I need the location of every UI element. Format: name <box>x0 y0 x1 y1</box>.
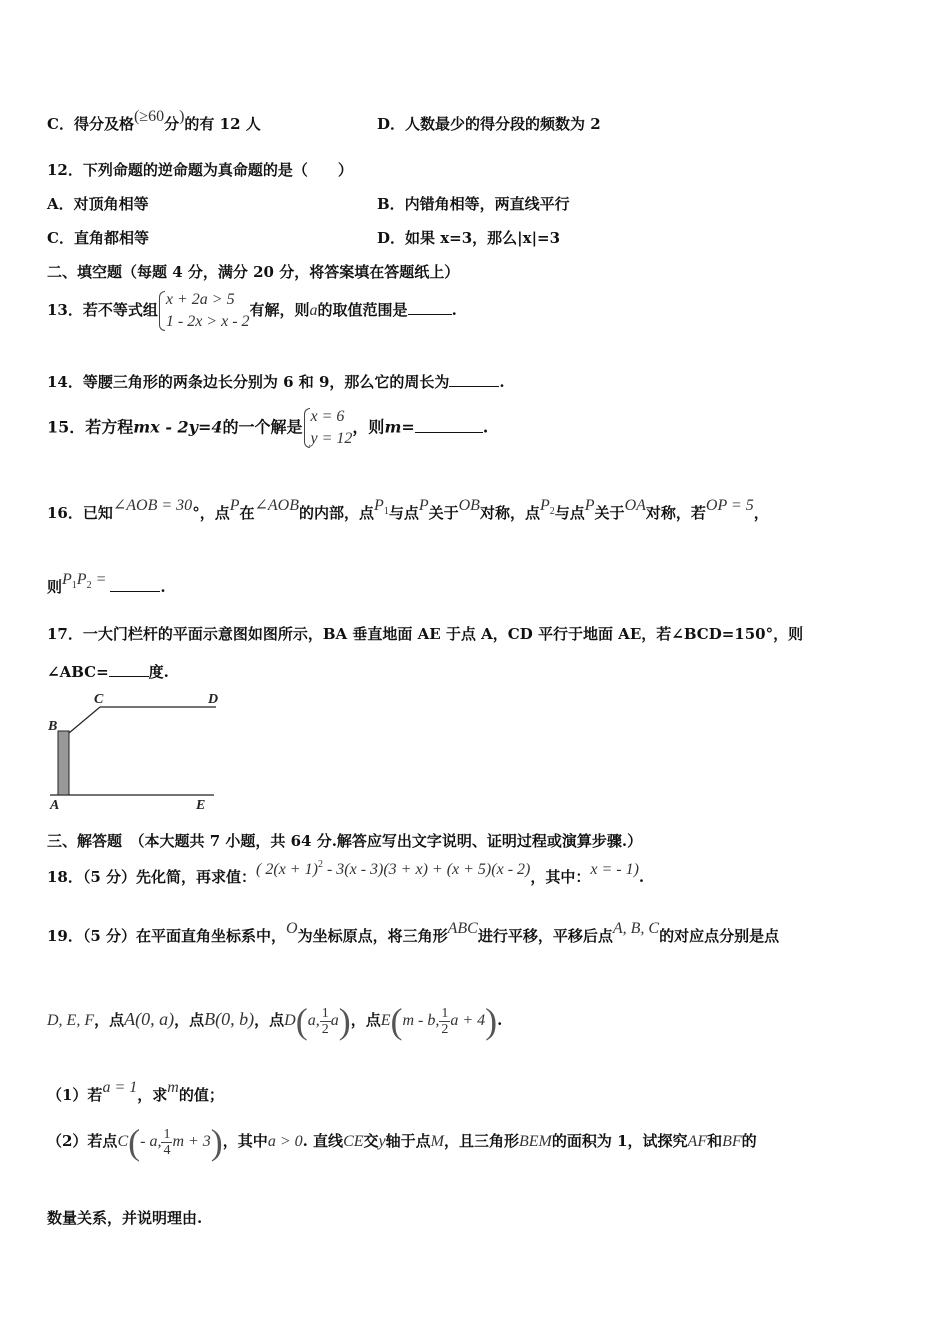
label-e: E <box>196 798 206 812</box>
q16-angle: ∠AOB = 30 <box>112 497 193 514</box>
q16-p5: 与点 <box>388 504 419 522</box>
q19-last-line: 数量关系，并说明理由. <box>47 1209 203 1227</box>
q18-expr-square: 2 <box>317 859 323 870</box>
q18-expr-a: ( 2(x + 1) <box>256 861 318 878</box>
q16-p5-b: 与点 <box>554 504 585 522</box>
q16-point-p1 <box>374 497 389 517</box>
q13-prefix: 13．若不等式组 <box>47 301 158 319</box>
q19-point-a: A(0, a) <box>124 1009 175 1029</box>
q12-stem: 12．下列命题的逆命题为真命题的是（ ） <box>47 161 353 179</box>
q19-origin: O <box>286 920 298 937</box>
q12-option-b: B．内错角相等，两直线平行 <box>377 195 570 213</box>
q19-line2 <box>47 1003 502 1039</box>
q19-line1 <box>47 920 780 947</box>
q19-p2b: ，其中 <box>222 1132 268 1150</box>
q16-p2-letter: P <box>539 497 550 514</box>
q12-option-c: C．直角都相等 <box>47 229 149 247</box>
q13-row2: 1 - 2x > x - 2 <box>165 313 250 330</box>
q13-row1: x + 2a > 5 <box>165 291 235 308</box>
q16-p8: 对称，若 <box>645 504 706 522</box>
q17-gate-diagram <box>44 688 224 812</box>
q11-option-c <box>47 108 261 135</box>
q19-c-lparen: ( <box>128 1122 141 1162</box>
q19-part2 <box>47 1124 757 1160</box>
q19-c-quarter-den: 4 <box>163 1142 171 1158</box>
q16-angle2: ∠AOB <box>254 497 300 514</box>
q19-p1b: ，求 <box>137 1086 168 1104</box>
q19-af: AF <box>687 1133 708 1150</box>
q18 <box>47 859 645 890</box>
q19-bem: BEM <box>519 1133 552 1150</box>
q11-c-unit: 分 <box>164 115 180 133</box>
q16-comma: ， <box>753 504 769 522</box>
q12-option-a: A．对顶角相等 <box>47 195 149 213</box>
q19-e-y: a + 4 <box>450 1012 486 1029</box>
q15-row1: x = 6 <box>310 408 345 425</box>
q16-p6-b: 关于 <box>594 504 625 522</box>
q19-e-half-den: 2 <box>441 1021 449 1037</box>
q16-p1p2-a: P <box>62 571 72 588</box>
q19-e-half <box>439 1006 450 1037</box>
q19-c-y: m + 3 <box>172 1133 211 1150</box>
q19-e-lparen: ( <box>390 1001 403 1041</box>
q19-p2f: ，且三角形 <box>443 1132 519 1150</box>
q19-p2h: 和 <box>707 1132 723 1150</box>
q15 <box>47 406 488 450</box>
q17-answer-blank[interactable] <box>109 662 149 677</box>
q19-d-half <box>320 1006 331 1037</box>
q19-point-m: M <box>430 1133 444 1150</box>
q16-p2-sub: 2 <box>549 506 555 517</box>
q19-l1b: 为坐标原点，将三角形 <box>297 927 448 945</box>
q14 <box>47 372 505 392</box>
q15-mid: 的一个解是 <box>222 417 303 437</box>
q13-inequality-system <box>158 289 250 333</box>
q19-point-e-letter: E <box>380 1012 391 1029</box>
q19-l1c: 进行平移，平移后点 <box>477 927 613 945</box>
q19-c-rparen: ) <box>210 1122 223 1162</box>
bar-bc <box>69 707 100 733</box>
q16-p6: 关于 <box>428 504 459 522</box>
section-3-title: 三、解答题 （本大题共 7 小题，共 64 分.解答应写出文字说明、证明过程或演算步骤.） <box>47 832 643 850</box>
q19-point-b: B(0, b) <box>204 1009 255 1029</box>
q19-point-d-letter: D <box>284 1012 296 1029</box>
q19-d-lparen: ( <box>295 1001 308 1041</box>
q18-value: x = - 1) <box>590 861 639 878</box>
q15-equation: mx - 2y=4 <box>133 417 223 437</box>
q19-l2a: ，点 <box>94 1011 125 1029</box>
q18-end: . <box>638 868 645 886</box>
q19-a-eq-1: a = 1 <box>102 1079 138 1096</box>
q19-l2e: . <box>497 1011 503 1029</box>
q18-mid: ，其中： <box>530 868 591 886</box>
q19-d-y: a <box>330 1012 339 1029</box>
q16-point-p: P <box>229 497 240 514</box>
q16-point-p-b: P <box>418 497 429 514</box>
q11-c-math: (≥60 <box>133 108 165 125</box>
q19-abc: ABC <box>447 920 478 937</box>
q19-y-axis: y <box>378 1133 386 1150</box>
q16-point-p2 <box>539 497 555 517</box>
section-2-title: 二、填空题（每题 4 分，满分 20 分，将答案填在答题纸上） <box>47 263 460 281</box>
q19-a-gt-0: a > 0 <box>267 1133 303 1150</box>
q13-suffix: 的取值范围是 <box>317 301 408 319</box>
q13-mid: 有解，则 <box>249 301 310 319</box>
q19-l1a: 19．（5 分）在平面直角坐标系中， <box>47 927 287 945</box>
q19-p1c: 的值； <box>178 1086 224 1104</box>
q17-line2b: 度. <box>148 663 169 681</box>
q16-then: 则 <box>47 578 63 596</box>
label-c: C <box>94 692 104 707</box>
q13 <box>47 289 457 333</box>
q12-option-d: D．如果 x=3，那么|x|=3 <box>377 229 561 247</box>
q17-line2 <box>47 662 169 682</box>
q16-p1p2-b-sub: 2 <box>86 580 92 591</box>
q16-line2 <box>47 571 166 600</box>
q14-end: . <box>499 373 505 391</box>
q19-c-quarter-num: 1 <box>163 1126 171 1142</box>
q13-var: a <box>309 302 318 319</box>
q14-text: 14．等腰三角形的两条边长分别为 6 和 9，那么它的周长为 <box>47 373 450 391</box>
q15-then: ，则 <box>352 417 385 437</box>
q15-end: . <box>482 417 489 437</box>
q19-bf: BF <box>722 1133 742 1150</box>
q16-p1p2 <box>62 571 111 591</box>
q19-e-half-num: 1 <box>441 1005 449 1021</box>
q16-oa: OA <box>624 497 646 514</box>
q19-m: m <box>167 1079 179 1096</box>
q16-ob: OB <box>458 497 480 514</box>
q16-line1 <box>47 497 769 526</box>
q19-c-x: - a, <box>140 1133 162 1150</box>
q15-prefix: 15．若方程 <box>47 417 134 437</box>
q19-point-c-letter: C <box>117 1133 129 1150</box>
q19-l2c: ，点 <box>254 1011 285 1029</box>
q15-solution-system <box>303 406 353 450</box>
q19-points-abc: A, B, C <box>612 920 660 937</box>
q18-prefix: 18．（5 分）先化简，再求值： <box>47 868 257 886</box>
q19-p2i: 的 <box>741 1132 757 1150</box>
q16-p1-letter: P <box>374 497 384 514</box>
q19-def: D, E, F <box>47 1012 95 1029</box>
q17-line2a: ∠ABC= <box>47 663 109 681</box>
q19-d-rparen: ) <box>338 1001 351 1041</box>
q16-p1p2-eq: = <box>95 571 111 588</box>
q11-c-suffix: 的有 12 人 <box>184 115 261 133</box>
q19-p1a: （1）若 <box>47 1086 103 1104</box>
q16-p1p2-b: P <box>76 571 87 588</box>
q16-p1-sub: 1 <box>383 506 389 517</box>
q13-end: . <box>451 301 457 319</box>
label-a: A <box>50 798 60 812</box>
q16-op: OP = 5 <box>705 497 754 514</box>
q19-e-rparen: ) <box>485 1001 498 1041</box>
q16-p7: 对称，点 <box>479 504 540 522</box>
q15-row2: y = 12 <box>310 430 353 447</box>
q16-p3: 在 <box>239 504 255 522</box>
q19-e-x: m - b, <box>402 1012 440 1029</box>
q17-line1: 17．一大门栏杆的平面示意图如图所示，BA 垂直地面 AE 于点 A，CD 平行于地面 AE，若∠BCD=150°，则 <box>47 625 804 643</box>
q16-end: . <box>160 578 166 596</box>
q19-p2d: 交 <box>363 1132 379 1150</box>
q14-answer-blank[interactable] <box>449 372 499 387</box>
q16-point-p-c: P <box>584 497 595 514</box>
q19-part1 <box>47 1079 224 1106</box>
label-d: D <box>208 692 219 707</box>
post-ba <box>58 731 69 795</box>
q19-l2d: ，点 <box>350 1011 381 1029</box>
q13-answer-blank[interactable] <box>408 300 452 315</box>
q19-p2a: （2）若点 <box>47 1132 118 1150</box>
q19-p2e: 轴于点 <box>385 1132 431 1150</box>
q19-ce: CE <box>343 1133 364 1150</box>
q15-var: m= <box>384 417 415 437</box>
q19-p2g: 的面积为 1，试探究 <box>551 1132 688 1150</box>
q18-expression <box>256 861 530 878</box>
q16-p1p2-a-sub: 1 <box>71 580 77 591</box>
q16-answer-blank[interactable] <box>110 577 160 592</box>
q19-d-x: a, <box>307 1012 320 1029</box>
q16-p2: °，点 <box>192 504 230 522</box>
q19-d-half-den: 2 <box>321 1021 329 1037</box>
q19-l2b: ，点 <box>174 1011 205 1029</box>
q19-c-quarter <box>161 1127 172 1158</box>
q19-l1d: 的对应点分别是点 <box>659 927 780 945</box>
q16-p4: 的内部，点 <box>299 504 375 522</box>
q11-c-prefix: C．得分及格 <box>47 115 134 133</box>
q19-d-half-num: 1 <box>321 1005 329 1021</box>
q18-expr-b: - 3(x - 3)(3 + x) + (x + 5)(x - 2) <box>322 861 531 878</box>
label-b: B <box>48 719 58 734</box>
q11-option-d: D．人数最少的得分段的频数为 2 <box>377 115 601 133</box>
q15-answer-blank[interactable] <box>415 418 483 433</box>
q19-p2c: . 直线 <box>302 1132 344 1150</box>
q16-p1: 16．已知 <box>47 504 113 522</box>
q11-c-close: ) <box>179 108 185 125</box>
